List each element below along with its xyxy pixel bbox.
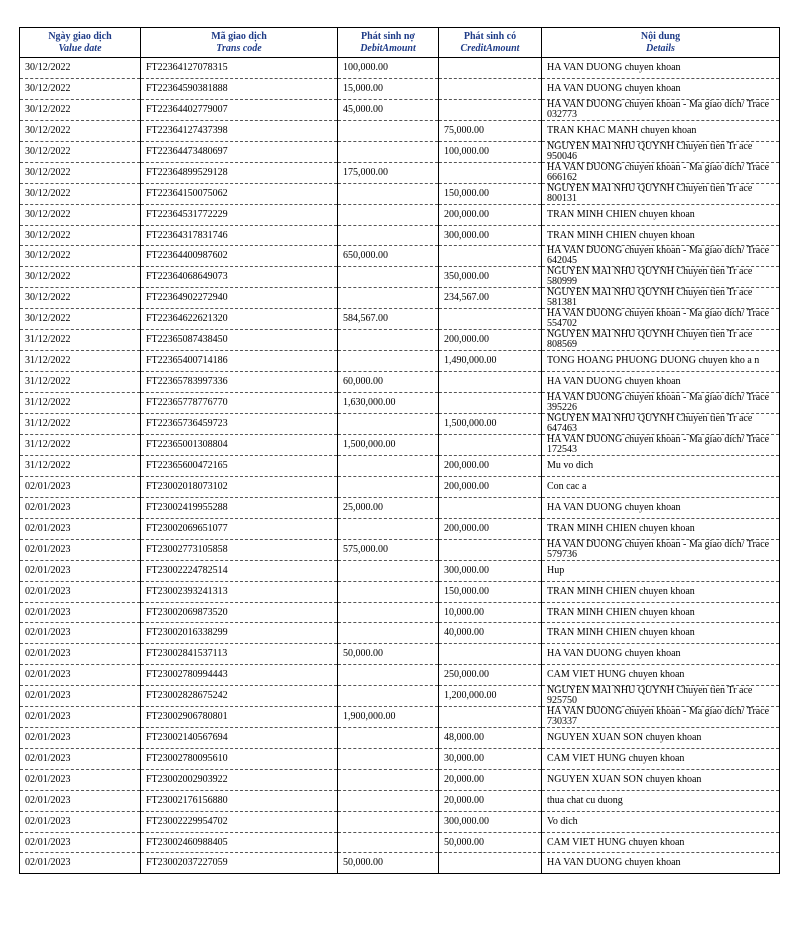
header-trans-code-en: Trans code xyxy=(216,43,262,54)
table-row xyxy=(20,686,780,707)
cell-debit-amount: 650,000.00 xyxy=(338,246,439,267)
cell-details: TRAN MINH CHIEN chuyen khoan xyxy=(542,204,780,225)
header-details-en: Details xyxy=(646,43,675,54)
cell-trans-code: FT23002229954702 xyxy=(141,811,338,832)
cell-trans-code: FT23002773105858 xyxy=(141,539,338,560)
cell-debit-amount: 575,000.00 xyxy=(338,539,439,560)
cell-trans-code: FT22364402779007 xyxy=(141,99,338,120)
cell-trans-code: FT23002002903922 xyxy=(141,769,338,790)
table-body xyxy=(20,58,780,874)
cell-value-date: 02/01/2023 xyxy=(20,477,141,498)
table-row xyxy=(20,351,780,372)
cell-value-date: 02/01/2023 xyxy=(20,832,141,853)
cell-credit-amount: 40,000.00 xyxy=(439,623,542,644)
cell-trans-code: FT22364622621320 xyxy=(141,309,338,330)
table-row xyxy=(20,518,780,539)
table-row xyxy=(20,288,780,309)
cell-value-date: 02/01/2023 xyxy=(20,498,141,519)
cell-value-date: 30/12/2022 xyxy=(20,162,141,183)
cell-debit-amount xyxy=(338,728,439,749)
cell-value-date: 02/01/2023 xyxy=(20,811,141,832)
cell-credit-amount: 30,000.00 xyxy=(439,749,542,770)
cell-credit-amount: 20,000.00 xyxy=(439,769,542,790)
cell-trans-code: FT23002140567694 xyxy=(141,728,338,749)
cell-value-date: 02/01/2023 xyxy=(20,623,141,644)
cell-trans-code: FT22364400987602 xyxy=(141,246,338,267)
cell-debit-amount xyxy=(338,581,439,602)
cell-credit-amount xyxy=(439,309,542,330)
cell-credit-amount xyxy=(439,853,542,874)
cell-trans-code: FT22364531772229 xyxy=(141,204,338,225)
header-value-date-en: Value date xyxy=(58,43,102,54)
cell-value-date: 31/12/2022 xyxy=(20,330,141,351)
cell-trans-code: FT22364127437398 xyxy=(141,120,338,141)
cell-debit-amount xyxy=(338,832,439,853)
table-row xyxy=(20,372,780,393)
cell-trans-code: FT23002224782514 xyxy=(141,560,338,581)
cell-value-date: 02/01/2023 xyxy=(20,749,141,770)
cell-credit-amount: 300,000.00 xyxy=(439,811,542,832)
table-row xyxy=(20,330,780,351)
cell-value-date: 02/01/2023 xyxy=(20,644,141,665)
cell-trans-code: FT22365001308804 xyxy=(141,435,338,456)
cell-value-date: 31/12/2022 xyxy=(20,393,141,414)
cell-credit-amount xyxy=(439,99,542,120)
cell-debit-amount xyxy=(338,665,439,686)
table-row xyxy=(20,162,780,183)
cell-credit-amount xyxy=(439,393,542,414)
cell-debit-amount xyxy=(338,749,439,770)
cell-value-date: 30/12/2022 xyxy=(20,309,141,330)
cell-trans-code: FT22364150075062 xyxy=(141,183,338,204)
cell-credit-amount: 1,500,000.00 xyxy=(439,414,542,435)
cell-details: Hup xyxy=(542,560,780,581)
table-row xyxy=(20,790,780,811)
transaction-table xyxy=(19,27,780,874)
cell-details: NGUYEN MAI NHU QUYNH Chuyen tien Tr ace 800131 xyxy=(542,183,780,204)
cell-details: NGUYEN MAI NHU QUYNH Chuyen tien Tr ace 580999 xyxy=(542,267,780,288)
cell-value-date: 30/12/2022 xyxy=(20,99,141,120)
cell-debit-amount: 50,000.00 xyxy=(338,853,439,874)
cell-debit-amount xyxy=(338,330,439,351)
cell-details: CAM VIET HUNG chuyen khoan xyxy=(542,749,780,770)
table-row xyxy=(20,435,780,456)
cell-debit-amount xyxy=(338,267,439,288)
cell-trans-code: FT23002069651077 xyxy=(141,518,338,539)
header-debit-amount-vi: Phát sinh nợ xyxy=(361,31,415,42)
statement-sheet xyxy=(19,27,779,874)
cell-debit-amount xyxy=(338,120,439,141)
cell-debit-amount xyxy=(338,351,439,372)
cell-details: NGUYEN MAI NHU QUYNH Chuyen tien Tr ace 581381 xyxy=(542,288,780,309)
cell-debit-amount xyxy=(338,477,439,498)
cell-credit-amount xyxy=(439,58,542,79)
cell-debit-amount: 1,900,000.00 xyxy=(338,707,439,728)
table-row xyxy=(20,644,780,665)
cell-credit-amount xyxy=(439,246,542,267)
cell-debit-amount: 584,567.00 xyxy=(338,309,439,330)
cell-trans-code: FT23002460988405 xyxy=(141,832,338,853)
cell-debit-amount xyxy=(338,811,439,832)
cell-debit-amount: 1,500,000.00 xyxy=(338,435,439,456)
table-row xyxy=(20,477,780,498)
cell-value-date: 30/12/2022 xyxy=(20,246,141,267)
cell-credit-amount: 1,200,000.00 xyxy=(439,686,542,707)
table-row xyxy=(20,120,780,141)
cell-trans-code: FT22364473480697 xyxy=(141,141,338,162)
cell-credit-amount: 100,000.00 xyxy=(439,141,542,162)
cell-value-date: 30/12/2022 xyxy=(20,120,141,141)
table-row xyxy=(20,309,780,330)
cell-value-date: 02/01/2023 xyxy=(20,665,141,686)
cell-credit-amount: 250,000.00 xyxy=(439,665,542,686)
cell-details: HA VAN DUONG chuyen khoan xyxy=(542,58,780,79)
table-row xyxy=(20,581,780,602)
cell-details: CAM VIET HUNG chuyen khoan xyxy=(542,832,780,853)
cell-credit-amount xyxy=(439,539,542,560)
cell-credit-amount: 20,000.00 xyxy=(439,790,542,811)
cell-trans-code: FT23002780095610 xyxy=(141,749,338,770)
cell-debit-amount: 45,000.00 xyxy=(338,99,439,120)
cell-value-date: 30/12/2022 xyxy=(20,267,141,288)
table-row xyxy=(20,58,780,79)
cell-credit-amount xyxy=(439,78,542,99)
cell-value-date: 02/01/2023 xyxy=(20,581,141,602)
cell-debit-amount xyxy=(338,769,439,790)
header-trans-code-vi: Mã giao dịch xyxy=(211,31,267,42)
cell-details: HA VAN DUONG chuyen khoan - Ma giao dich/ Trace 032773 xyxy=(542,99,780,120)
cell-details: Con cac a xyxy=(542,477,780,498)
cell-debit-amount: 15,000.00 xyxy=(338,78,439,99)
cell-value-date: 02/01/2023 xyxy=(20,539,141,560)
cell-trans-code: FT22364899529128 xyxy=(141,162,338,183)
table-row xyxy=(20,707,780,728)
cell-value-date: 31/12/2022 xyxy=(20,435,141,456)
cell-trans-code: FT23002016338299 xyxy=(141,623,338,644)
table-row xyxy=(20,78,780,99)
table-row xyxy=(20,623,780,644)
cell-trans-code: FT22364590381888 xyxy=(141,78,338,99)
cell-credit-amount: 1,490,000.00 xyxy=(439,351,542,372)
cell-credit-amount: 50,000.00 xyxy=(439,832,542,853)
cell-trans-code: FT23002176156880 xyxy=(141,790,338,811)
table-row xyxy=(20,665,780,686)
cell-debit-amount xyxy=(338,183,439,204)
cell-value-date: 02/01/2023 xyxy=(20,686,141,707)
cell-credit-amount: 234,567.00 xyxy=(439,288,542,309)
table-row xyxy=(20,204,780,225)
cell-debit-amount xyxy=(338,602,439,623)
cell-trans-code: FT22364902272940 xyxy=(141,288,338,309)
cell-trans-code: FT22364068649073 xyxy=(141,267,338,288)
cell-debit-amount xyxy=(338,560,439,581)
cell-details: NGUYEN XUAN SON chuyen khoan xyxy=(542,728,780,749)
cell-debit-amount: 1,630,000.00 xyxy=(338,393,439,414)
cell-debit-amount xyxy=(338,225,439,246)
cell-details: thua chat cu duong xyxy=(542,790,780,811)
cell-credit-amount: 10,000.00 xyxy=(439,602,542,623)
cell-value-date: 31/12/2022 xyxy=(20,456,141,477)
cell-debit-amount xyxy=(338,518,439,539)
header-credit-amount xyxy=(439,28,542,58)
cell-debit-amount xyxy=(338,141,439,162)
cell-trans-code: FT23002069873520 xyxy=(141,602,338,623)
table-row xyxy=(20,602,780,623)
cell-debit-amount: 25,000.00 xyxy=(338,498,439,519)
cell-value-date: 02/01/2023 xyxy=(20,853,141,874)
cell-debit-amount xyxy=(338,790,439,811)
cell-debit-amount: 60,000.00 xyxy=(338,372,439,393)
cell-details: CAM VIET HUNG chuyen khoan xyxy=(542,665,780,686)
cell-credit-amount xyxy=(439,644,542,665)
cell-details: HA VAN DUONG chuyen khoan - Ma giao dich/ Trace 395226 xyxy=(542,393,780,414)
cell-debit-amount xyxy=(338,456,439,477)
cell-details: TRAN MINH CHIEN chuyen khoan xyxy=(542,581,780,602)
header-trans-code xyxy=(141,28,338,58)
cell-details: NGUYEN MAI NHU QUYNH Chuyen tien Tr ace 925750 xyxy=(542,686,780,707)
table-row xyxy=(20,853,780,874)
cell-credit-amount: 150,000.00 xyxy=(439,183,542,204)
cell-credit-amount: 75,000.00 xyxy=(439,120,542,141)
cell-credit-amount: 300,000.00 xyxy=(439,225,542,246)
header-details-vi: Nội dung xyxy=(640,31,681,42)
cell-trans-code: FT22365087438450 xyxy=(141,330,338,351)
cell-details: HA VAN DUONG chuyen khoan - Ma giao dich/ Trace 579736 xyxy=(542,539,780,560)
cell-trans-code: FT23002841537113 xyxy=(141,644,338,665)
table-row xyxy=(20,414,780,435)
cell-debit-amount xyxy=(338,686,439,707)
cell-debit-amount xyxy=(338,414,439,435)
cell-debit-amount xyxy=(338,288,439,309)
cell-credit-amount xyxy=(439,435,542,456)
cell-credit-amount xyxy=(439,162,542,183)
cell-value-date: 02/01/2023 xyxy=(20,518,141,539)
cell-value-date: 02/01/2023 xyxy=(20,769,141,790)
table-row xyxy=(20,749,780,770)
cell-details: TRAN MINH CHIEN chuyen khoan xyxy=(542,225,780,246)
cell-trans-code: FT22364127078315 xyxy=(141,58,338,79)
cell-trans-code: FT23002037227059 xyxy=(141,853,338,874)
cell-trans-code: FT22365736459723 xyxy=(141,414,338,435)
cell-value-date: 30/12/2022 xyxy=(20,204,141,225)
cell-details: HA VAN DUONG chuyen khoan xyxy=(542,372,780,393)
cell-debit-amount: 100,000.00 xyxy=(338,58,439,79)
cell-value-date: 30/12/2022 xyxy=(20,78,141,99)
cell-details: HA VAN DUONG chuyen khoan - Ma giao dich/ Trace 666162 xyxy=(542,162,780,183)
cell-details: Mu vo dich xyxy=(542,456,780,477)
cell-trans-code: FT22365400714186 xyxy=(141,351,338,372)
cell-value-date: 30/12/2022 xyxy=(20,141,141,162)
cell-details: NGUYEN MAI NHU QUYNH Chuyen tien Tr ace 647463 xyxy=(542,414,780,435)
cell-details: NGUYEN XUAN SON chuyen khoan xyxy=(542,769,780,790)
cell-credit-amount: 48,000.00 xyxy=(439,728,542,749)
header-credit-amount-en: CreditAmount xyxy=(460,43,520,54)
cell-credit-amount: 350,000.00 xyxy=(439,267,542,288)
cell-value-date: 02/01/2023 xyxy=(20,728,141,749)
cell-trans-code: FT23002906780801 xyxy=(141,707,338,728)
table-row xyxy=(20,498,780,519)
table-row xyxy=(20,141,780,162)
header-value-date xyxy=(20,28,141,58)
table-row xyxy=(20,393,780,414)
cell-trans-code: FT22365778776770 xyxy=(141,393,338,414)
cell-details: TONG HOANG PHUONG DUONG chuyen kho a n xyxy=(542,351,780,372)
cell-trans-code: FT23002393241313 xyxy=(141,581,338,602)
cell-value-date: 02/01/2023 xyxy=(20,707,141,728)
header-debit-amount-en: DebitAmount xyxy=(360,43,416,54)
cell-value-date: 02/01/2023 xyxy=(20,560,141,581)
cell-value-date: 30/12/2022 xyxy=(20,225,141,246)
cell-value-date: 31/12/2022 xyxy=(20,351,141,372)
cell-details: HA VAN DUONG chuyen khoan xyxy=(542,498,780,519)
cell-details: TRAN MINH CHIEN chuyen khoan xyxy=(542,623,780,644)
table-row xyxy=(20,456,780,477)
cell-details: Vo dich xyxy=(542,811,780,832)
cell-trans-code: FT23002018073102 xyxy=(141,477,338,498)
cell-credit-amount: 200,000.00 xyxy=(439,330,542,351)
cell-credit-amount xyxy=(439,372,542,393)
header-debit-amount xyxy=(338,28,439,58)
table-row xyxy=(20,832,780,853)
cell-details: HA VAN DUONG chuyen khoan - Ma giao dich/ Trace 730337 xyxy=(542,707,780,728)
header-credit-amount-vi: Phát sinh có xyxy=(463,31,517,42)
cell-credit-amount: 200,000.00 xyxy=(439,477,542,498)
cell-credit-amount: 300,000.00 xyxy=(439,560,542,581)
cell-details: TRAN MINH CHIEN chuyen khoan xyxy=(542,602,780,623)
cell-credit-amount: 200,000.00 xyxy=(439,518,542,539)
cell-value-date: 30/12/2022 xyxy=(20,288,141,309)
cell-details: NGUYEN MAI NHU QUYNH Chuyen tien Tr ace 808569 xyxy=(542,330,780,351)
cell-details: TRAN MINH CHIEN chuyen khoan xyxy=(542,518,780,539)
cell-value-date: 30/12/2022 xyxy=(20,58,141,79)
cell-credit-amount xyxy=(439,707,542,728)
table-row xyxy=(20,539,780,560)
cell-trans-code: FT23002828675242 xyxy=(141,686,338,707)
cell-details: NGUYEN MAI NHU QUYNH Chuyen tien Tr ace 950046 xyxy=(542,141,780,162)
cell-value-date: 02/01/2023 xyxy=(20,602,141,623)
cell-trans-code: FT23002780994443 xyxy=(141,665,338,686)
cell-value-date: 30/12/2022 xyxy=(20,183,141,204)
cell-debit-amount: 50,000.00 xyxy=(338,644,439,665)
cell-details: HA VAN DUONG chuyen khoan - Ma giao dich/ Trace 554702 xyxy=(542,309,780,330)
cell-details: HA VAN DUONG chuyen khoan - Ma giao dich/ Trace 172543 xyxy=(542,435,780,456)
cell-details: TRAN KHAC MANH chuyen khoan xyxy=(542,120,780,141)
table-row xyxy=(20,99,780,120)
cell-credit-amount: 150,000.00 xyxy=(439,581,542,602)
cell-details: HA VAN DUONG chuyen khoan xyxy=(542,853,780,874)
table-header xyxy=(20,28,780,58)
cell-details: HA VAN DUONG chuyen khoan xyxy=(542,78,780,99)
cell-trans-code: FT22365783997336 xyxy=(141,372,338,393)
cell-value-date: 02/01/2023 xyxy=(20,790,141,811)
cell-credit-amount: 200,000.00 xyxy=(439,456,542,477)
table-row xyxy=(20,811,780,832)
header-details xyxy=(542,28,780,58)
cell-debit-amount xyxy=(338,623,439,644)
cell-credit-amount xyxy=(439,498,542,519)
table-row xyxy=(20,183,780,204)
cell-trans-code: FT22365600472165 xyxy=(141,456,338,477)
table-row xyxy=(20,225,780,246)
cell-details: HA VAN DUONG chuyen khoan xyxy=(542,644,780,665)
cell-debit-amount: 175,000.00 xyxy=(338,162,439,183)
cell-trans-code: FT23002419955288 xyxy=(141,498,338,519)
table-row xyxy=(20,267,780,288)
cell-value-date: 31/12/2022 xyxy=(20,414,141,435)
cell-trans-code: FT22364317831746 xyxy=(141,225,338,246)
table-row xyxy=(20,728,780,749)
cell-value-date: 31/12/2022 xyxy=(20,372,141,393)
header-value-date-vi: Ngày giao dịch xyxy=(48,31,112,42)
table-row xyxy=(20,769,780,790)
table-row xyxy=(20,246,780,267)
table-row xyxy=(20,560,780,581)
cell-debit-amount xyxy=(338,204,439,225)
cell-credit-amount: 200,000.00 xyxy=(439,204,542,225)
cell-details: HA VAN DUONG chuyen khoan - Ma giao dich/ Trace 642045 xyxy=(542,246,780,267)
